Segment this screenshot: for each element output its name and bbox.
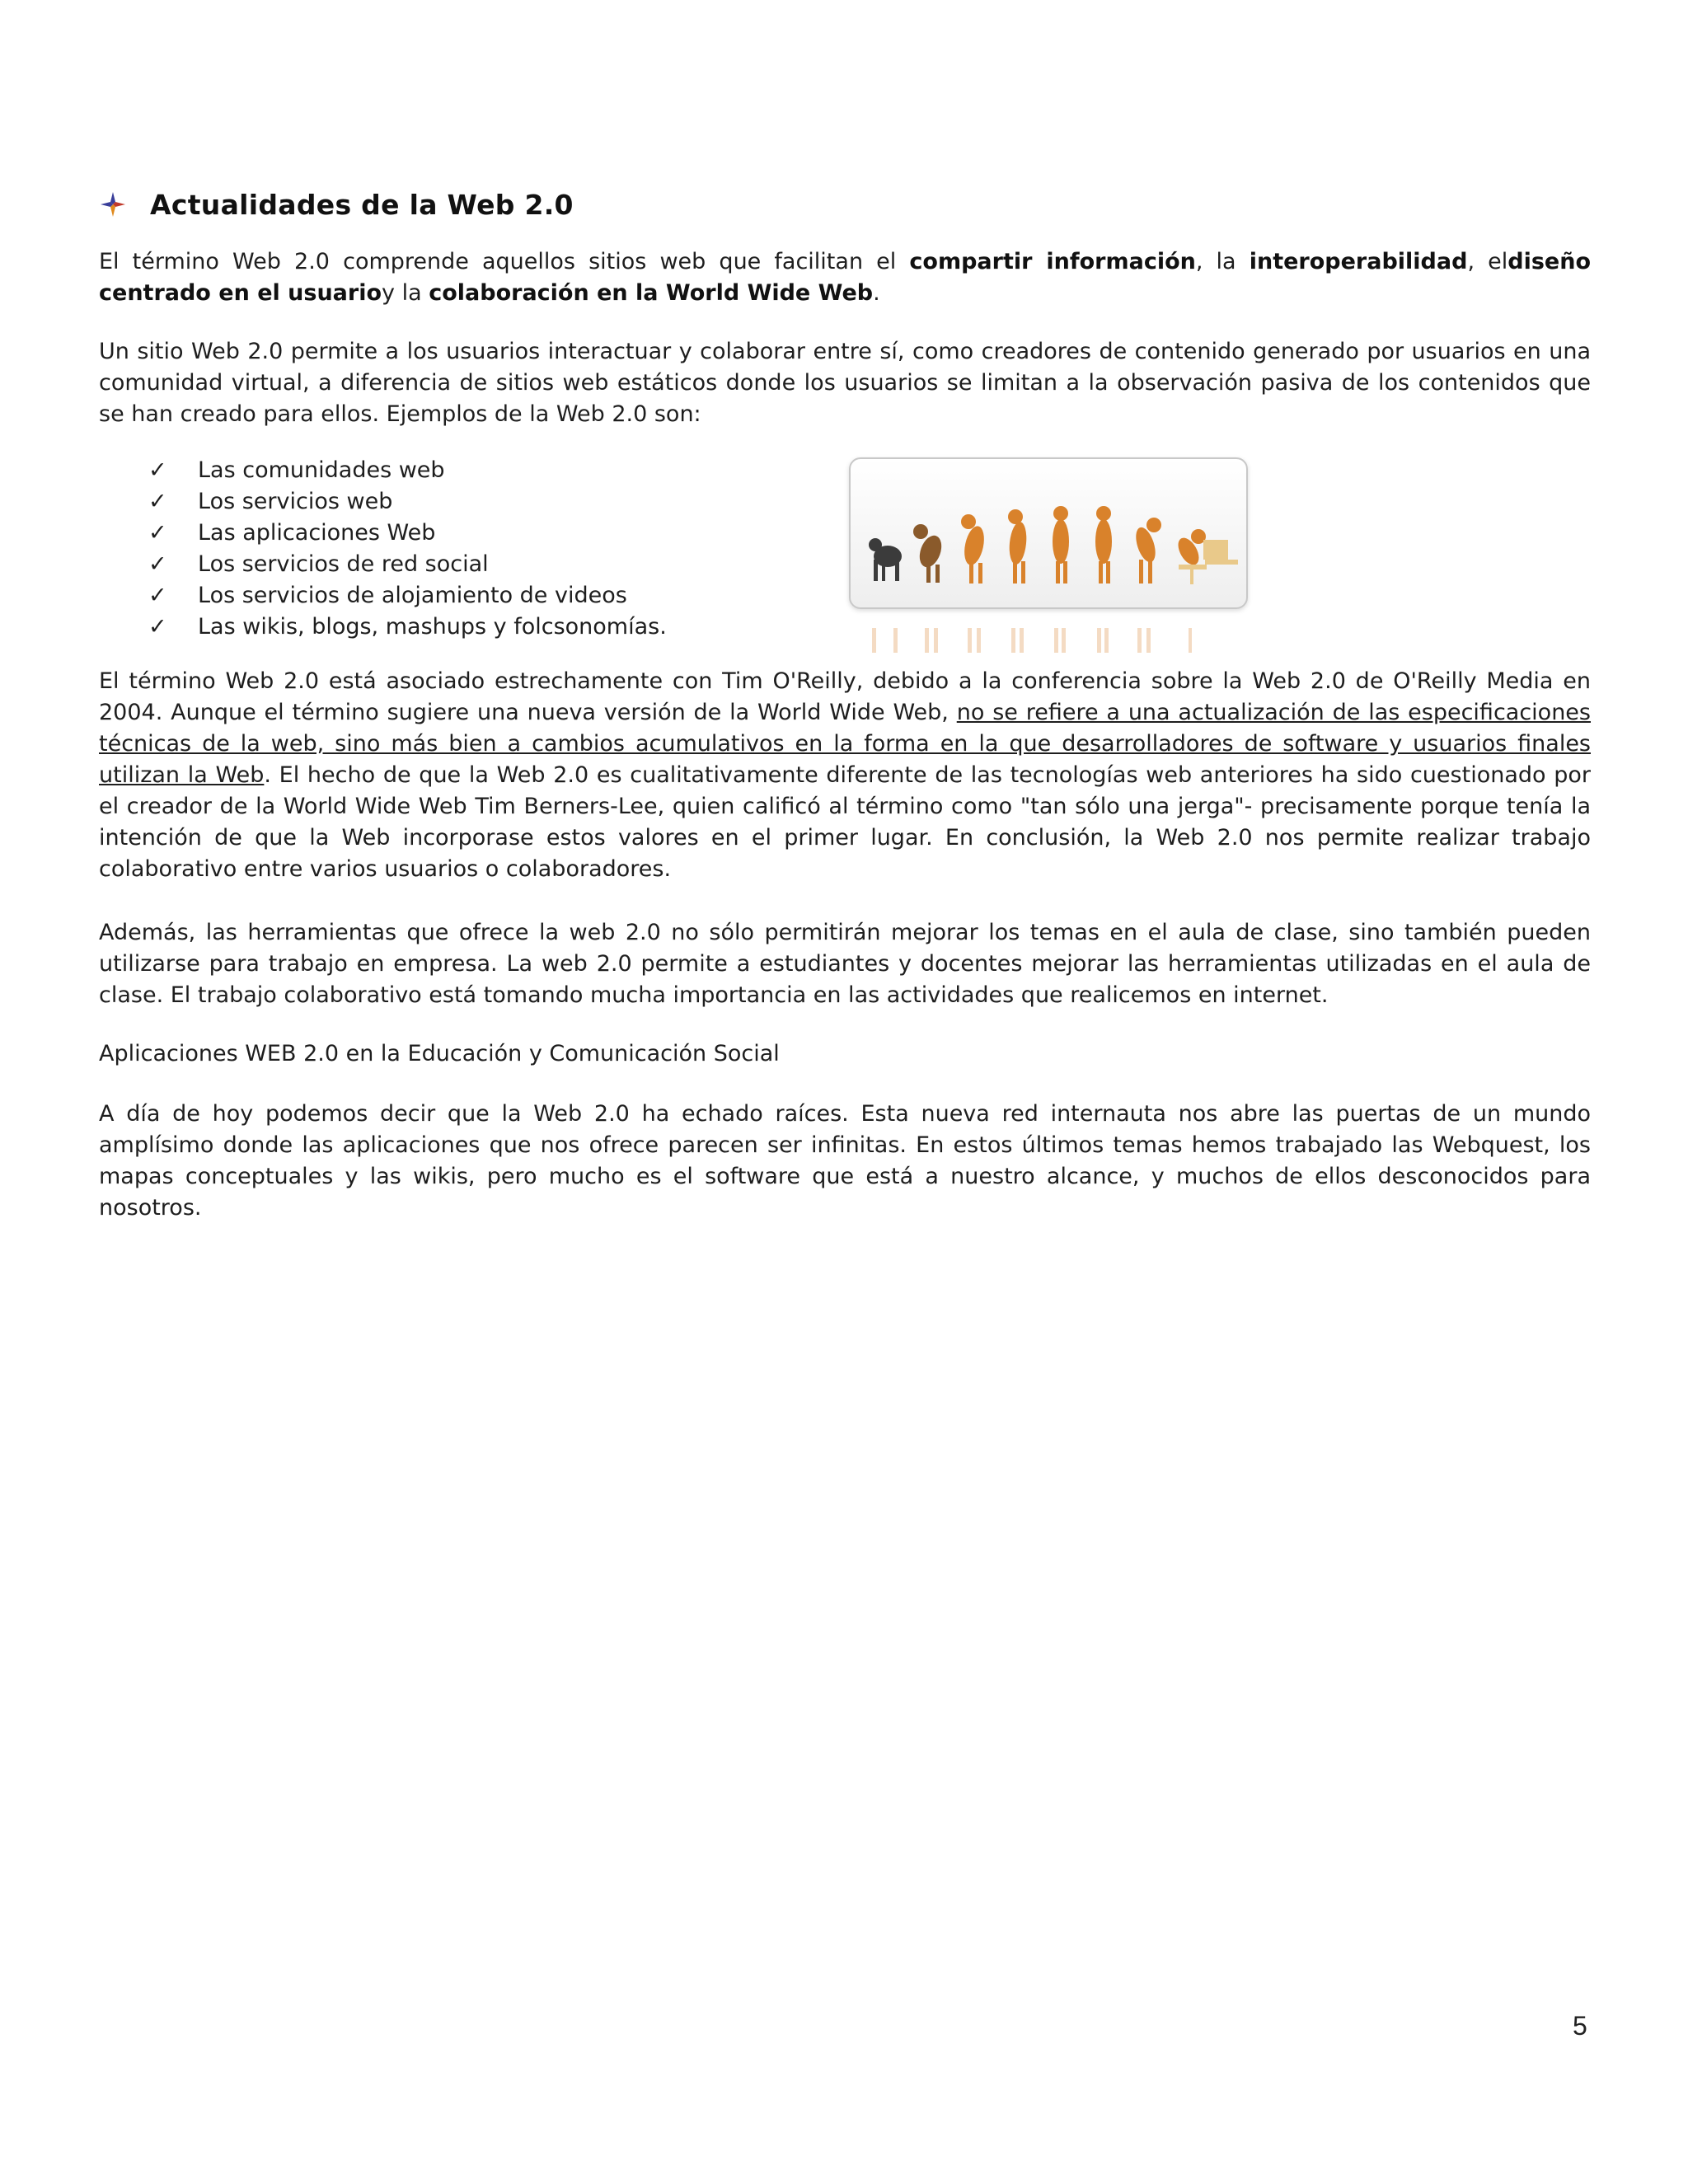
evolution-image xyxy=(849,457,1248,609)
section-title: Actualidades de la Web 2.0 xyxy=(150,188,574,221)
section-heading xyxy=(99,186,574,223)
page-number: 5 xyxy=(1573,2011,1587,2041)
checkmark-icon: ✓ xyxy=(148,457,167,483)
checkmark-icon: ✓ xyxy=(148,614,167,640)
list-item: ✓ Las wikis, blogs, mashups y folcsonomías. xyxy=(148,612,667,643)
paragraph-subtitle: Aplicaciones WEB 2.0 en la Educación y Comunicación Social xyxy=(99,1041,780,1066)
human-evolution-icon xyxy=(851,459,1246,607)
examples-checklist xyxy=(148,455,667,643)
list-item: ✓ Las aplicaciones Web xyxy=(148,518,667,549)
checkmark-icon: ✓ xyxy=(148,520,167,546)
paragraph-tools: Además, las herramientas que ofrece la web 2.0 no sólo permitirán mejorar los temas en el aula de clase, sino también pueden utilizarse para trabajo en empresa. La web 2.0 permite a estudiantes y docentes mejorar las herramientas utilizadas en el aula de clase. El trabajo colaborativo está tomando mucha importancia en las actividades que realicemos en internet. xyxy=(99,920,1591,1008)
paragraph-web20-site: Un sitio Web 2.0 permite a los usuarios interactuar y colaborar entre sí, como creadores de contenido generado por usuarios en una comunidad virtual, a diferencia de sitios web estáticos donde los usuarios se limitan a la observación pasiva de los contenidos que se han creado para ellos. Ejemplos de la Web 2.0 son: xyxy=(99,339,1591,427)
human-evolution-icon xyxy=(849,612,1245,653)
bold-term: diseño centrado en el usuario xyxy=(99,249,1592,306)
four-point-star-bullet-icon xyxy=(99,190,127,218)
bold-term: compartir información xyxy=(909,249,1196,274)
checkmark-icon: ✓ xyxy=(148,583,167,608)
list-item: ✓ Las comunidades web xyxy=(148,455,667,486)
image-reflection xyxy=(849,612,1245,653)
checkmark-icon: ✓ xyxy=(148,551,167,577)
bold-term: interoperabilidad xyxy=(1249,249,1468,274)
underlined-statement: no se refiere a una actualización de las especificaciones técnicas de la web, sino más bien a cambios acumulativos en la forma en la que desarrolladores de software y usuarios finales utilizan la Web xyxy=(99,700,1591,788)
list-item: ✓ Los servicios de alojamiento de videos xyxy=(148,580,667,612)
list-item: ✓ Los servicios web xyxy=(148,486,667,518)
paragraph-definition: El término Web 2.0 comprende aquellos sitios web que facilitan el compartir información, la interoperabilidad, eldiseño centrado en el usuarioy la colaboración en la World Wide Web. xyxy=(99,249,1592,306)
paragraph-oreilly: El término Web 2.0 está asociado estrechamente con Tim O'Reilly, debido a la conferencia sobre la Web 2.0 de O'Reilly Media en 2004. Aunque el término sugiere una nueva versión de la World Wide Web, no se refiere a una actualización de las especificaciones técnicas de la web, sino más bien a cambios acumulativos en la forma en la que desarrolladores de software y usuarios finales utilizan la Web. El hecho de que la Web 2.0 es cualitativamente diferente de las tecnologías web anteriores ha sido cuestionado por el creador de la World Wide Web Tim Berners-Lee, quien calificó al término como "tan sólo una jerga"- precisamente porque tenía la intención de que la Web incorporase estos valores en el primer lugar. En conclusión, la Web 2.0 nos permite realizar trabajo colaborativo entre varios usuarios o colaboradores. xyxy=(99,668,1591,882)
checkmark-icon: ✓ xyxy=(148,489,167,514)
paragraph-applications: A día de hoy podemos decir que la Web 2.0 ha echado raíces. Esta nueva red internauta nos abre las puertas de un mundo amplísimo donde las aplicaciones que nos ofrece parecen ser infinitas. En estos últimos temas hemos trabajado las Webquest, los mapas conceptuales y las wikis, pero mucho es el software que está a nuestro alcance, y muchos de ellos desconocidos para nosotros. xyxy=(99,1101,1591,1221)
bold-term: colaboración en la World Wide Web xyxy=(429,280,874,306)
list-item: ✓ Los servicios de red social xyxy=(148,549,667,580)
